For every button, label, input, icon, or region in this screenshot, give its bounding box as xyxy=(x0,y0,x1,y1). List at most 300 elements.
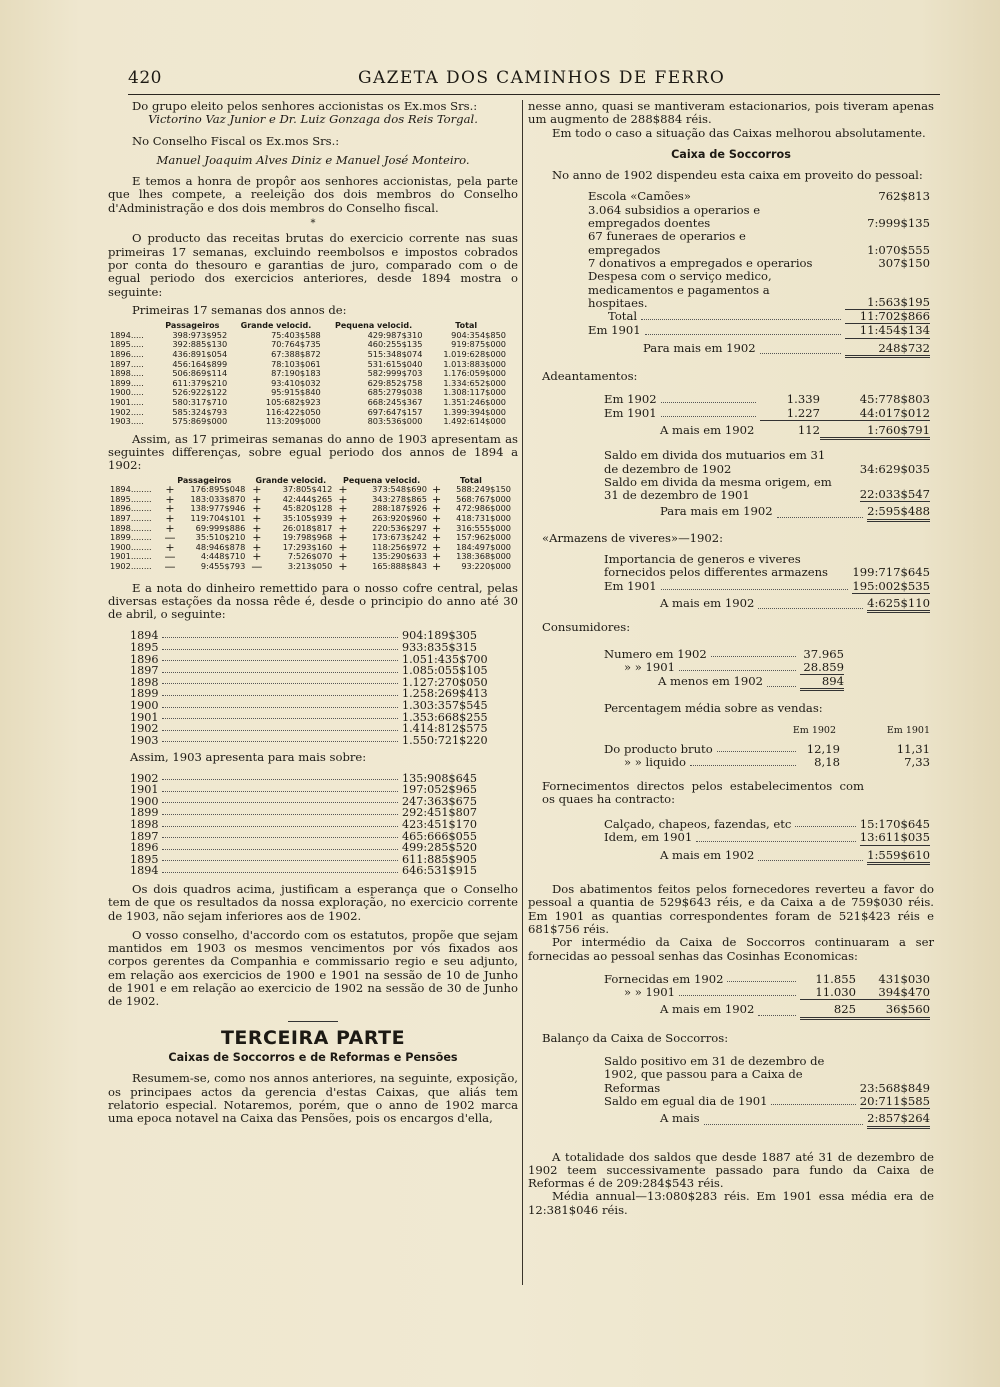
table-cell: — xyxy=(164,559,176,573)
table-cell: + xyxy=(432,483,442,497)
table-cell: 4:448$710 xyxy=(200,551,246,562)
table-cell: — xyxy=(164,531,176,545)
amount: 904:189$305 xyxy=(402,629,477,643)
value: 36$560 xyxy=(856,1003,930,1019)
table-cell: 436:891$054 xyxy=(172,348,228,359)
table-cell: 9:455$793 xyxy=(200,560,246,571)
section-heading: TERCEIRA PARTE xyxy=(220,1026,406,1049)
table-cell: 398:973$952 xyxy=(172,329,228,340)
table-cell: 119:704$101 xyxy=(190,512,246,523)
amount: 1.353:668$255 xyxy=(402,710,488,724)
value: 2:595$488 xyxy=(867,505,930,521)
spacer xyxy=(818,190,845,203)
expense-row xyxy=(588,270,930,310)
year-label: 1895 xyxy=(130,641,159,654)
expense-label: Escola «Camões» xyxy=(588,189,691,204)
table-cell: 35:105$939 xyxy=(282,512,333,523)
table-cell: 176:895$048 xyxy=(190,484,246,495)
increase-list xyxy=(108,773,518,877)
table-cell: 1900..... xyxy=(110,387,144,398)
publication-title: GAZETA DOS CAMINHOS DE FERRO xyxy=(358,68,726,88)
expense-totals xyxy=(528,310,934,358)
table-header: Pequena velocid. xyxy=(343,475,421,485)
paragraph: E temos a honra de propôr aos senhores accionistas, pela parte que lhes compete, a reeleição dos dois membros do Conselho d'Administração e dos dois membros do Conselho fiscal. xyxy=(108,174,518,215)
value: 28.859 xyxy=(800,661,844,675)
consumers xyxy=(528,648,844,692)
label: A mais em 1902 xyxy=(660,595,755,610)
table-header: Passageiros xyxy=(177,475,232,485)
dot-leader xyxy=(162,630,398,638)
year-label: 1897 xyxy=(130,829,159,843)
total-label: Total xyxy=(608,309,638,324)
table-header: Total xyxy=(460,475,482,485)
label: Importancia de generos e viveres fornecidos pelos differentes armazens xyxy=(604,552,828,580)
value: 2:857$264 xyxy=(867,1112,930,1128)
amount: 1.303:357$545 xyxy=(402,698,488,712)
dot-leader xyxy=(162,831,398,839)
table-cell: 69:999$886 xyxy=(195,522,246,533)
label: Numero em 1902 xyxy=(604,646,707,661)
dot-leader xyxy=(162,700,398,708)
names-line: Manuel Joaquim Alves Diniz e Manuel José Monteiro. xyxy=(156,152,470,167)
table-row xyxy=(108,417,508,427)
amount: 1.550:721$220 xyxy=(402,733,488,747)
label: Idem, em 1901 xyxy=(604,830,693,845)
table-cell: + xyxy=(432,540,442,554)
year-label: 1899 xyxy=(130,806,159,820)
year-label: 1900 xyxy=(130,794,159,808)
table-cell: 138:977$946 xyxy=(190,503,246,514)
dot-leader xyxy=(162,688,398,696)
table-cell: + xyxy=(165,511,175,525)
table-cell: 75:403$588 xyxy=(271,329,321,340)
table-cell: 1898..... xyxy=(110,368,144,379)
label: » » 1901 xyxy=(624,985,676,1000)
label: Para mais em 1902 xyxy=(643,340,756,355)
year-label: 1898 xyxy=(130,675,159,689)
value: 15:170$645 xyxy=(859,817,930,832)
list-item xyxy=(130,865,492,877)
table-cell: + xyxy=(432,511,442,525)
table-cell: + xyxy=(432,521,442,535)
table-cell: + xyxy=(338,540,348,554)
label: A mais xyxy=(660,1111,700,1126)
label: » » 1901 xyxy=(624,659,676,674)
spacer xyxy=(818,204,845,231)
table-cell: 1.492:614$000 xyxy=(443,416,506,427)
label: Balanço da Caixa de Soccorros: xyxy=(542,1030,729,1045)
meal-tickets xyxy=(528,973,934,1020)
expense-list xyxy=(528,190,934,310)
spacer xyxy=(818,257,845,270)
value: 4:625$110 xyxy=(867,597,930,613)
table-cell: 48:946$878 xyxy=(195,541,246,552)
table-cell: 392:885$130 xyxy=(172,339,228,350)
table-cell: 1903..... xyxy=(110,416,144,427)
value: 11,31 xyxy=(896,741,930,756)
table-cell: 472:986$000 xyxy=(456,503,511,514)
table-header: Total xyxy=(455,321,478,331)
dot-leader xyxy=(162,854,398,862)
paragraph: Resumem-se, como nos annos anteriores, na seguinte, exposição, os principaes actos da gerencia d'estas Caixas, que aliás tem relatorio especial. Notaremos, porém, que o anno de 1902 marca uma epoca notavel na Caixa das Pensões, pois os encargos d'ella, xyxy=(108,1071,518,1126)
table-cell: 135:290$633 xyxy=(372,551,427,562)
label: » » liquido xyxy=(624,755,686,770)
year-label: 1895 xyxy=(130,852,159,866)
table-cell: 1898........ xyxy=(110,522,152,533)
table-cell: 220:536$297 xyxy=(372,522,427,533)
total-value: 11:702$866 xyxy=(845,310,930,324)
table-cell: 1894........ xyxy=(110,484,152,495)
table-cell: + xyxy=(165,492,175,506)
dot-leader xyxy=(162,796,398,804)
table-cell: 418:731$000 xyxy=(456,512,511,523)
table-cell: + xyxy=(338,550,348,564)
table-cell: 67:388$872 xyxy=(271,348,321,359)
expense-label: 7 donativos a empregados e operarios xyxy=(588,255,813,270)
label: A mais em 1902 xyxy=(660,847,755,862)
value: 11.855 xyxy=(815,971,856,986)
table-cell: 113:209$000 xyxy=(265,416,321,427)
table-cell: + xyxy=(252,492,262,506)
table-cell: 1897..... xyxy=(110,358,144,369)
page-header xyxy=(128,68,940,95)
label: Para mais em 1902 xyxy=(660,504,773,519)
table-cell: + xyxy=(338,531,348,545)
year-label: 1898 xyxy=(130,818,159,832)
expense-value: 762$813 xyxy=(878,189,930,204)
table-cell: 93:410$032 xyxy=(271,377,321,388)
amount: 135:908$645 xyxy=(402,771,477,785)
table-cell: 1901........ xyxy=(110,551,152,562)
paragraph: E a nota do dinheiro remettido para o nosso cofre central, pelas diversas estações da nossa rêde é, desde o principio do anno até 30 de abril, o seguinte: xyxy=(108,580,518,622)
table-cell: 460:255$135 xyxy=(367,339,423,350)
receipts-table xyxy=(108,321,508,427)
table-cell: 1.176:059$000 xyxy=(443,368,506,379)
table-cell: 456:164$899 xyxy=(172,358,228,369)
year-label: 1894 xyxy=(130,864,159,878)
label: Em 1901 xyxy=(588,323,641,338)
year-label: 1894 xyxy=(130,629,159,643)
label: Saldo em divida dos mutuarios em 31 de dezembro de 1902 xyxy=(604,448,826,476)
expense-value: 1:563$195 xyxy=(845,296,930,310)
table-cell: 506:869$114 xyxy=(172,368,228,379)
table-cell: 173:673$242 xyxy=(372,532,427,543)
table-cell: 263:920$960 xyxy=(372,512,427,523)
balance-sheet xyxy=(528,1055,934,1128)
dot-leader xyxy=(162,654,398,662)
table-cell: 1.399:394$000 xyxy=(443,406,506,417)
dot-leader xyxy=(162,773,398,781)
table-cell: 919:875$000 xyxy=(451,339,506,350)
dot-leader xyxy=(162,819,398,827)
table-cell: + xyxy=(252,550,262,564)
table-cell: 95:915$840 xyxy=(271,387,321,398)
table-cell: 35:510$210 xyxy=(195,532,246,543)
table-cell: 1901..... xyxy=(110,396,144,407)
paragraph: Em todo o caso a situação das Caixas melhorou absolutamente. xyxy=(552,125,926,140)
year-label: 1896 xyxy=(130,652,159,666)
year-label: 1897 xyxy=(130,664,159,678)
table-cell: + xyxy=(165,521,175,535)
amount: 1.051:435$700 xyxy=(402,652,488,666)
table-cell: 17:293$160 xyxy=(282,541,333,552)
paragraph: Dos abatimentos feitos pelos fornecedores reverteu a favor do pessoal a quantia de 529$643 réis, e da Caixa a de 759$030 réis. Em 1901 as quantias correspondentes foram de 521$423 réis e 681$756 réis. xyxy=(528,882,934,936)
dot-leader xyxy=(162,807,398,815)
value: 825 xyxy=(800,1003,856,1019)
table-row xyxy=(108,562,513,572)
table-cell: — xyxy=(251,559,263,573)
dot-leader xyxy=(162,865,398,873)
advances-table xyxy=(528,393,934,440)
label: A mais em 1902 xyxy=(660,422,755,437)
table-cell: 93:220$000 xyxy=(461,560,511,571)
table-cell: 1902........ xyxy=(110,560,152,571)
table-cell: 316:555$000 xyxy=(456,522,511,533)
amount: 933:835$315 xyxy=(402,641,477,654)
year-label: 1896 xyxy=(130,841,159,855)
sub-heading: Caixa de Soccorros xyxy=(671,147,791,161)
percentages xyxy=(528,724,934,770)
table-cell: 1899........ xyxy=(110,532,152,543)
amount: 646:531$915 xyxy=(402,864,477,878)
expense-value: 7:999$135 xyxy=(867,216,930,231)
table-cell: + xyxy=(252,502,262,516)
paragraph: Por intermédio da Caixa de Soccorros continuaram a ser fornecidas ao pessoal senhas das Cosinhas Economicas: xyxy=(528,935,934,963)
separator xyxy=(288,1021,338,1022)
table-cell: + xyxy=(338,559,348,573)
amount: 465:666$055 xyxy=(402,829,477,843)
table-cell: 629:852$758 xyxy=(367,377,423,388)
table-cell: + xyxy=(338,502,348,516)
expense-row xyxy=(588,190,930,203)
table-cell: 685:279$038 xyxy=(367,387,423,398)
year-label: 1899 xyxy=(130,687,159,701)
table-cell: 580:317$710 xyxy=(172,396,228,407)
paragraph: Média annual—13:080$283 réis. Em 1901 essa média era de 12:381$046 réis. xyxy=(528,1189,934,1217)
table-cell: 105:682$923 xyxy=(265,396,321,407)
table-cell: 1.019:628$000 xyxy=(443,348,506,359)
label: Consumidores: xyxy=(542,620,631,635)
amount: 1.127:270$050 xyxy=(402,675,488,689)
value: 11:454$134 xyxy=(845,324,930,338)
value: 37.965 xyxy=(803,646,844,661)
page-number: 420 xyxy=(128,68,162,88)
table-cell: 288:187$926 xyxy=(372,503,427,514)
value: 1:760$791 xyxy=(820,424,930,440)
table-cell: 588:249$150 xyxy=(456,484,511,495)
table-cell: 1899..... xyxy=(110,377,144,388)
value: 1:559$610 xyxy=(867,849,930,865)
table-cell: 803:536$000 xyxy=(367,416,423,427)
table-cell: 429:987$310 xyxy=(367,329,423,340)
year-label: 1902 xyxy=(130,722,159,736)
label: Em 1901 xyxy=(604,578,657,593)
amount: 247:363$675 xyxy=(402,794,477,808)
amount: 1.085:055$105 xyxy=(402,664,488,678)
table-cell: 585:324$793 xyxy=(172,406,228,417)
col-header: Em 1902 xyxy=(792,724,836,736)
paragraph: nesse anno, quasi se mantiveram estacionarios, pois tiveram apenas um augmento de 288$884 réis. xyxy=(528,99,934,127)
dot-leader xyxy=(162,735,398,743)
value: 13:611$035 xyxy=(859,830,930,845)
value: 195:002$535 xyxy=(852,578,930,593)
paragraph: Assim, as 17 primeiras semanas do anno de 1903 apresentam as seguintes differenças, sobre egual periodo dos annos de 1894 a 1902: xyxy=(108,431,518,473)
label: Fornecidas em 1902 xyxy=(604,971,724,986)
amount: 1.414:812$575 xyxy=(402,722,488,736)
table-cell: 1.351:246$000 xyxy=(443,396,506,407)
label: Em 1901 xyxy=(604,405,657,420)
sub-heading: Caixas de Soccorros e de Reformas e Pensões xyxy=(168,1050,458,1064)
table-header: Grande velocid. xyxy=(240,321,312,331)
table-cell: + xyxy=(338,492,348,506)
label: Adeantamentos: xyxy=(542,369,638,384)
paragraph: Assim, 1903 apresenta para mais sobre: xyxy=(130,750,367,765)
table-cell: 116:422$050 xyxy=(265,406,321,417)
table-cell: 157:962$000 xyxy=(456,532,511,543)
value: 34:629$035 xyxy=(859,461,930,476)
amount: 423:451$170 xyxy=(402,818,477,832)
table-cell: 1.013:883$000 xyxy=(443,358,506,369)
table-cell: 1894..... xyxy=(110,329,144,340)
value: 45:778$803 xyxy=(859,392,930,407)
table-cell: 3:213$050 xyxy=(287,560,333,571)
label: A menos em 1902 xyxy=(658,674,764,689)
expense-label: 3.064 subsidios a operarios e empregados doentes xyxy=(588,202,761,231)
value: 394$470 xyxy=(856,986,930,1000)
balances xyxy=(528,449,934,521)
table-cell: 697:647$157 xyxy=(367,406,423,417)
table-cell: 19:798$968 xyxy=(282,532,333,543)
label: «Armazens de viveres»—1902: xyxy=(542,530,724,545)
table-cell: + xyxy=(165,483,175,497)
table-cell: 1895..... xyxy=(110,339,144,350)
table-cell: 45:820$128 xyxy=(282,503,333,514)
table-header: Grande velocid. xyxy=(255,475,327,485)
year-label: 1901 xyxy=(130,710,159,724)
table-cell: 165:888$843 xyxy=(372,560,427,571)
expense-row xyxy=(588,257,930,270)
table-header: Passageiros xyxy=(165,321,220,331)
table-cell: 568:767$000 xyxy=(456,493,511,504)
table-cell: 42:444$265 xyxy=(282,493,333,504)
value: 44:017$012 xyxy=(820,407,930,421)
value: 11.030 xyxy=(800,986,856,1000)
dot-leader xyxy=(162,723,398,731)
right-column xyxy=(528,100,934,1217)
table-cell: 1.334:652$000 xyxy=(443,377,506,388)
list-item xyxy=(130,642,492,654)
label: Calçado, chapeos, fazendas, etc xyxy=(604,817,792,832)
table-cell: + xyxy=(432,492,442,506)
year-label: 1900 xyxy=(130,698,159,712)
table-cell: + xyxy=(252,540,262,554)
year-label: 1902 xyxy=(130,771,159,785)
expense-row xyxy=(588,204,930,231)
paragraph: Os dois quadros acima, justificam a esperança que o Conselho tem de que os resultados da nossa exploração, no exercicio corrente de 1903, não sejam inferiores aos de 1902. xyxy=(108,881,518,923)
label: Fornecimentos directos pelos estabelecimentos com os quaes ha contracto: xyxy=(542,778,864,806)
dot-leader xyxy=(162,784,398,792)
value: 7,33 xyxy=(904,755,930,770)
paragraph: O producto das receitas brutas do exercicio corrente nas suas primeiras 17 semanas, excluindo reembolsos e impostos cobrados por conta do thesouro e garantias de juro, comparado com o de egual periodo dos exercicios anteriores, desde 1894 mostra o seguinte: xyxy=(108,231,518,299)
value: 8,18 xyxy=(814,755,840,770)
table-cell: + xyxy=(165,540,175,554)
value: 112 xyxy=(797,422,820,437)
expense-row xyxy=(588,230,930,257)
expense-value: 1:070$555 xyxy=(867,242,930,257)
table-cell: + xyxy=(432,502,442,516)
value: 894 xyxy=(800,675,844,691)
value: 199:717$645 xyxy=(852,565,930,580)
value: 20:711$585 xyxy=(859,1093,930,1108)
value: 12,19 xyxy=(806,741,840,756)
amount: 611:885$905 xyxy=(402,852,477,866)
table-cell: + xyxy=(338,511,348,525)
paragraph: No Conselho Fiscal os Ex.mos Srs.: xyxy=(132,133,340,148)
value: 248$732 xyxy=(845,342,930,358)
label: Saldo em egual dia de 1901 xyxy=(604,1093,768,1108)
supplies xyxy=(528,818,934,865)
value: 23:568$849 xyxy=(859,1080,930,1095)
list-item xyxy=(130,735,492,747)
paragraph: A totalidade dos saldos que desde 1887 até 31 de dezembro de 1902 teem successivamente passado para fundo da Caixa de Reformas é de 209:284$543 réis. xyxy=(528,1149,934,1191)
paragraph: Do grupo eleito pelos senhores accionistas os Ex.mos Srs.: xyxy=(132,99,478,113)
table-cell: + xyxy=(338,483,348,497)
dot-leader xyxy=(162,642,398,650)
table-cell: + xyxy=(252,483,262,497)
amount: 197:052$965 xyxy=(402,783,477,797)
table-cell: 184:497$000 xyxy=(456,541,511,552)
dot-leader xyxy=(162,677,398,685)
paragraph: O vosso conselho, d'accordo com os estatutos, propõe que sejam mantidos em 1903 os mesmos vencimentos por vós fixados aos corpos gerentes da Companhia e commissario regio e seu adjunto, em relação aos exercicios de 1900 e 1901 na sessão de 10 de Junho de 1901 e em relação ao exercicio de 1902 na sessão de 30 de Junho de 1902. xyxy=(108,927,518,1009)
column-divider xyxy=(522,100,523,1285)
table-cell: + xyxy=(432,559,442,573)
value: 1.339 xyxy=(786,392,820,407)
section-star: * xyxy=(310,218,316,230)
table-cell: + xyxy=(432,550,442,564)
table-caption: Primeiras 17 semanas dos annos de: xyxy=(132,302,347,317)
table-cell: 1895........ xyxy=(110,493,152,504)
list-item xyxy=(130,700,492,712)
table-cell: 668:245$367 xyxy=(367,396,423,407)
spacer xyxy=(818,270,845,310)
table-cell: 526:922$122 xyxy=(172,387,228,398)
expense-value: 307$150 xyxy=(878,255,930,270)
expense-label: 67 funeraes de operarios e empregados xyxy=(588,229,746,257)
spacer xyxy=(818,230,845,257)
table-cell: 904:354$850 xyxy=(451,329,506,340)
label: Saldo em divida da mesma origem, em 31 de dezembro de 1901 xyxy=(604,474,832,503)
label: Percentagem média sobre as vendas: xyxy=(604,701,823,716)
table-cell: 582:999$703 xyxy=(367,368,423,379)
names-line: Victorino Vaz Junior e Dr. Luiz Gonzaga dos Reis Torgal. xyxy=(148,112,478,127)
table-cell: — xyxy=(164,550,176,564)
table-cell: + xyxy=(338,521,348,535)
table-cell: 343:278$865 xyxy=(372,493,427,504)
table-cell: + xyxy=(432,531,442,545)
differences-table xyxy=(108,476,513,572)
amount: 499:285$520 xyxy=(402,841,477,855)
table-cell: + xyxy=(252,531,262,545)
paragraph: No anno de 1902 dispendeu esta caixa em proveito do pessoal: xyxy=(552,168,923,183)
table-cell: 1902..... xyxy=(110,406,144,417)
table-cell: 1900........ xyxy=(110,541,152,552)
dot-leader xyxy=(162,712,398,720)
table-cell: 7:526$070 xyxy=(287,551,333,562)
label: A mais em 1902 xyxy=(660,1002,755,1017)
table-cell: + xyxy=(252,511,262,525)
value: 431$030 xyxy=(878,971,930,986)
list-item xyxy=(130,819,492,831)
